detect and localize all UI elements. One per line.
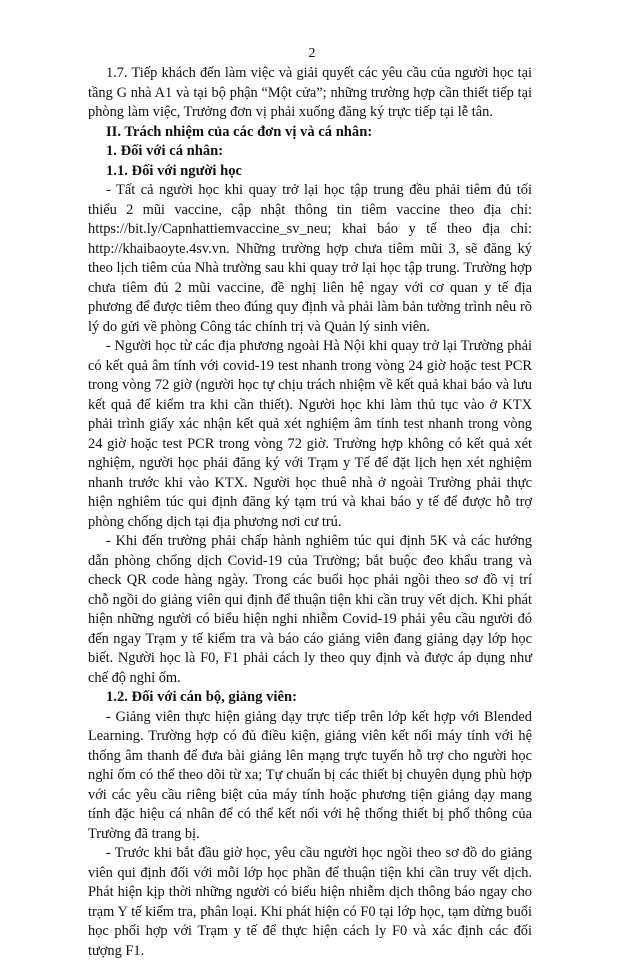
- learners-paragraph: - Tất cả người học khi quay trở lại học tập trung đều phải tiêm đủ tối thiểu 2 mũi vaccine, cập nhật thông tin tiêm vaccine theo địa chỉ: https://bit.ly/Capnhattiemvaccine_sv_neu; khai báo y tế theo địa chỉ: http://khaibaoyte.4sv.vn. Những trường hợp chưa tiêm mũi 3, sẽ đăng ký theo lịch tiêm của Nhà trường sau khi quay trở lại học tập trung. Trường hợp chưa tiêm đủ 2 mũi vaccine, đề nghị liên hệ ngay với cơ quan y tế địa phương để được tiêm theo đúng quy định và phải làm bản tường trình nêu rõ lý do gửi về phòng Công tác chính trị và Quản lý sinh viên.: [88, 182, 532, 335]
- learners-paragraph: - Khi đến trường phải chấp hành nghiêm túc qui định 5K và các hướng dẫn phòng chống dịch Covid-19 của Trường; bắt buộc đeo khẩu trang và check QR code hàng ngày. Trong các buổi học phải ngồi theo sơ đồ vị trí chỗ ngồi do giảng viên qui định để thuận tiện khi cần truy vết dịch. Khi phát hiện những người có biểu hiện nghi nhiễm Covid-19 phải yêu cầu người đó đến ngay Trạm y tế kiểm tra và báo cáo giảng viên đang giảng dạy lớp học biết. Người học là F0, F1 phải cách ly theo quy định và được áp dụng như chế độ nghỉ ốm.: [88, 533, 532, 686]
- intro-item: 1.7. Tiếp khách đến làm việc và giải quyết các yêu cầu của người học tại tầng G nhà A1 và tại bộ phận “Một cửa”; những trường hợp cần thiết tiếp tại phòng làm việc, Trưởng đơn vị phải xuống đăng ký trực tiếp tại lễ tân.: [88, 65, 532, 120]
- document-body: [88, 64, 532, 961]
- staff-paragraph: - Trước khi bắt đầu giờ học, yêu cầu người học ngồi theo sơ đồ do giảng viên qui định đối với mỗi lớp học phần để thuận tiện khi cần truy vết dịch. Phát hiện kịp thời những người có biểu hiện nhiễm dịch thông báo ngay cho trạm Y tế kiểm tra, phân loại. Khi phát hiện có F0 tại lớp học, tạm dừng buổi học phối hợp với Trạm y tế để thực hiện cách ly F0 và xác định các đối tượng F1.: [88, 845, 532, 959]
- page-number: 2: [308, 46, 316, 61]
- subsection-title: 1. Đối với cá nhân:: [106, 143, 224, 159]
- staff-paragraph: - Giảng viên thực hiện giảng dạy trực tiếp trên lớp kết hợp với Blended Learning. Trường hợp có đủ điều kiện, giảng viên kết nối máy tính với hệ thống âm thanh để đưa bài giảng lên mạng trực tuyến hỗ trợ cho người học nghỉ ốm có thể theo dõi từ xa; Tự chuẩn bị các thiết bị chuyên dụng phù hợp với các yêu cầu riêng biệt của máy tính hoặc phương tiện giảng dạy mang tính đặc hiệu cá nhân để có thể kết nối với hệ thống thiết bị phổ thông của Trường đã trang bị.: [88, 708, 532, 842]
- staff-heading: 1.2. Đối với cán bộ, giảng viên:: [106, 689, 297, 705]
- learners-paragraph: - Người học từ các địa phương ngoài Hà Nội khi quay trở lại Trường phải có kết quả âm tính với covid-19 test nhanh trong vòng 24 giờ hoặc test PCR trong vòng 72 giờ (người học tự chịu trách nhiệm về kết quả khai báo và lưu kết quả để kiểm tra khi cần thiết). Người học khi làm thủ tục vào ở KTX phải trình giấy xác nhận kết quả xét nghiệm âm tính test nhanh trong vòng 24 giờ hoặc test PCR trong vòng 72 giờ. Trường hợp không có kết quả xét nghiệm, người học phải đăng ký với Trạm y Tế để đặt lịch hẹn xét nghiệm nhanh trước khi vào KTX. Người học thuê nhà ở ngoài Trường phải thực hiện nghiêm túc qui định đăng ký tạm trú và khai báo y tế để được hỗ trợ phòng chống dịch tại địa phương nơi cư trú.: [88, 338, 532, 530]
- learners-heading: 1.1. Đối với người học: [106, 162, 243, 179]
- section-title: II. Trách nhiệm của các đơn vị và cá nhân:: [106, 123, 373, 140]
